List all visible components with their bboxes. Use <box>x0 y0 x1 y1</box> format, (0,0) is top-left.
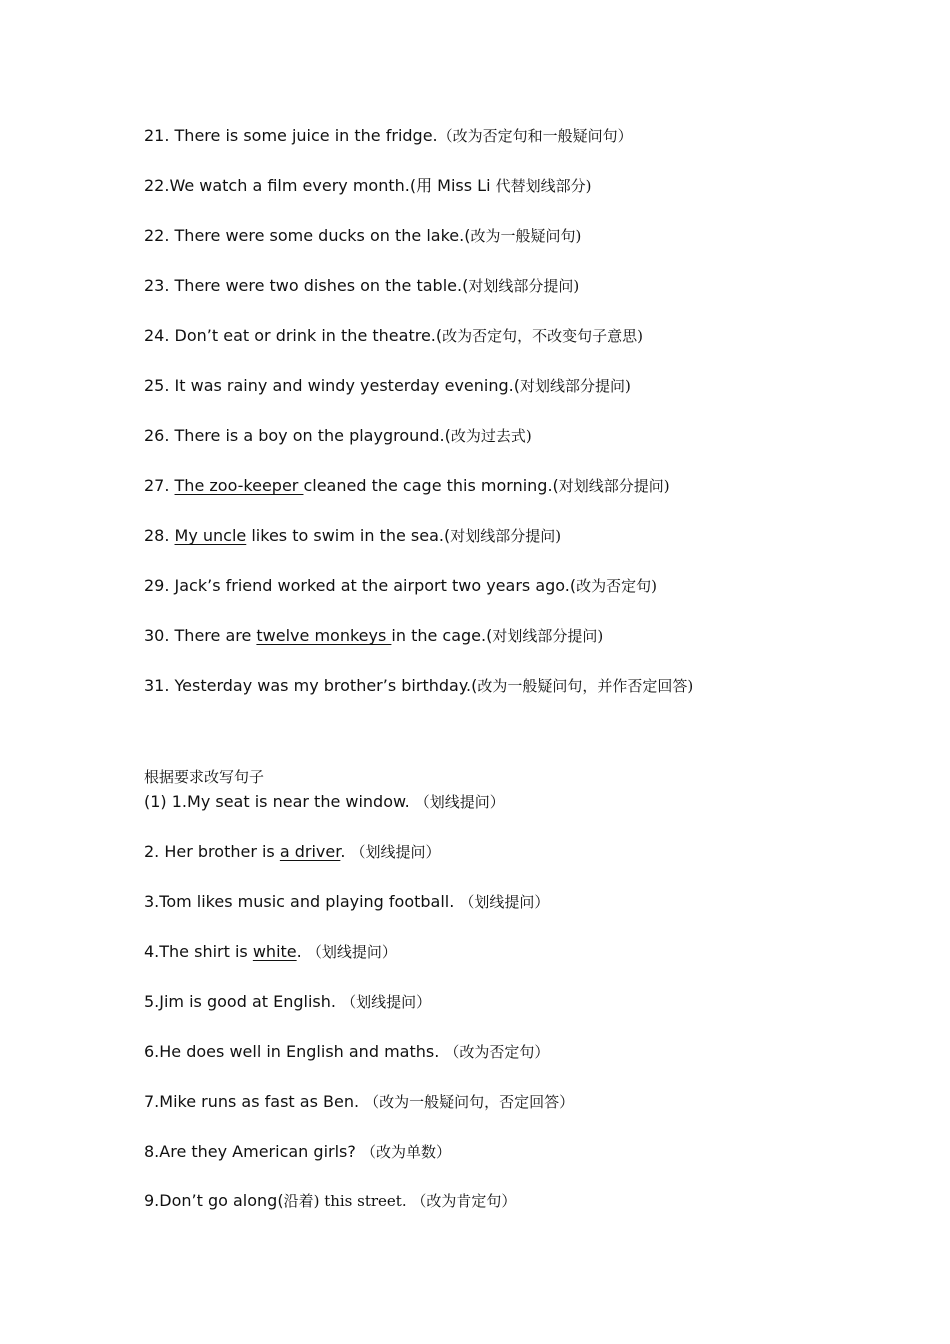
instruction-note: （划线提问） <box>350 843 441 861</box>
instruction-note: 改为一般疑问句) <box>470 227 582 245</box>
sentence-text: 3.Tom likes music and playing football. <box>144 892 460 911</box>
exercise-item <box>144 476 670 496</box>
instruction-note: （改为一般疑问句，否定回答） <box>364 1093 575 1111</box>
exercise-item <box>144 276 579 296</box>
instruction-note: 改为一般疑问句，并作否定回答) <box>477 677 694 695</box>
instruction-note: （划线提问） <box>341 993 432 1011</box>
sentence-text: . <box>296 942 307 961</box>
instruction-note: （划线提问） <box>414 793 505 811</box>
sentence-text: 28. <box>144 526 175 545</box>
sentence-text: 31. Yesterday was my brother’s birthday.( <box>144 676 478 695</box>
exercise-item <box>144 892 549 912</box>
exercise-item <box>144 1191 516 1211</box>
instruction-note: 对划线部分提问) <box>519 377 631 395</box>
instruction-note: 对划线部分提问) <box>558 477 670 495</box>
sentence-text: 29. Jack’s friend worked at the airport two years ago.( <box>144 576 577 595</box>
exercise-item <box>144 326 643 346</box>
sentence-text: (1) 1.My seat is near the window. <box>144 792 415 811</box>
sentence-text: 25. It was rainy and windy yesterday evening.( <box>144 376 520 395</box>
sentence-text: 22.We watch a film every month.(用 Miss Li <box>144 176 496 195</box>
underlined-phrase: white <box>252 942 297 961</box>
sentence-text: 27. <box>144 476 175 495</box>
sentence-text: 23. There were two dishes on the table.( <box>144 276 469 295</box>
instruction-note: （改为单数） <box>360 1143 451 1161</box>
instruction-note: 沿着) this street. （改为肯定句） <box>283 1192 517 1210</box>
exercise-item <box>144 942 397 962</box>
sentence-text: 21. There is some juice in the fridge. <box>144 126 438 145</box>
instruction-note: 对划线部分提问) <box>450 527 562 545</box>
sentence-text: 7.Mike runs as fast as Ben. <box>144 1092 365 1111</box>
exercise-item <box>144 1142 451 1162</box>
sentence-text: likes to swim in the sea.( <box>246 526 451 545</box>
instruction-note: 改为否定句，不改变句子意思) <box>442 327 643 345</box>
exercise-item <box>144 792 505 812</box>
sentence-text: 6.He does well in English and maths. <box>144 1042 445 1061</box>
exercise-item <box>144 126 633 146</box>
instruction-note: 对划线部分提问) <box>492 627 604 645</box>
instruction-note: （划线提问） <box>459 893 550 911</box>
instruction-note: 改为过去式) <box>450 427 532 445</box>
exercise-item <box>144 626 603 646</box>
instruction-note: 对划线部分提问) <box>468 277 580 295</box>
instruction-note: 代替划线部分) <box>495 177 592 195</box>
sentence-text: 9.Don’t go along( <box>144 1191 284 1210</box>
exercise-item <box>144 1092 574 1112</box>
sentence-text: 30. There are <box>144 626 257 645</box>
underlined-phrase: a driver <box>279 842 341 861</box>
exercise-item <box>144 526 561 546</box>
sentence-text: 24. Don’t eat or drink in the theatre.( <box>144 326 443 345</box>
sentence-text: in the cage.( <box>391 626 493 645</box>
underlined-phrase: twelve monkeys <box>256 626 392 645</box>
exercise-item <box>144 992 431 1012</box>
sentence-text: 26. There is a boy on the playground.( <box>144 426 451 445</box>
sentence-text: 8.Are they American girls? <box>144 1142 361 1161</box>
sentence-text: . <box>340 842 351 861</box>
instruction-note: 改为否定句) <box>576 577 657 595</box>
sentence-text: cleaned the cage this morning.( <box>303 476 559 495</box>
exercise-item <box>144 1042 549 1062</box>
section-heading: 根据要求改写句子 <box>144 768 265 786</box>
sentence-text: 4.The shirt is <box>144 942 253 961</box>
exercise-item <box>144 376 631 396</box>
sentence-text: 5.Jim is good at English. <box>144 992 342 1011</box>
sentence-text: 22. There were some ducks on the lake.( <box>144 226 471 245</box>
instruction-note: （改为否定句） <box>444 1043 550 1061</box>
exercise-item <box>144 576 657 596</box>
exercise-item <box>144 426 532 446</box>
exercise-item <box>144 226 581 246</box>
underlined-phrase: The zoo-keeper <box>174 476 304 495</box>
underlined-phrase: My uncle <box>174 526 247 545</box>
instruction-note: （划线提问） <box>306 943 397 961</box>
instruction-note: （改为否定句和一般疑问句） <box>437 127 633 145</box>
sentence-text: 2. Her brother is <box>144 842 280 861</box>
exercise-item <box>144 842 441 862</box>
exercise-item <box>144 176 591 196</box>
exercise-item <box>144 676 693 696</box>
